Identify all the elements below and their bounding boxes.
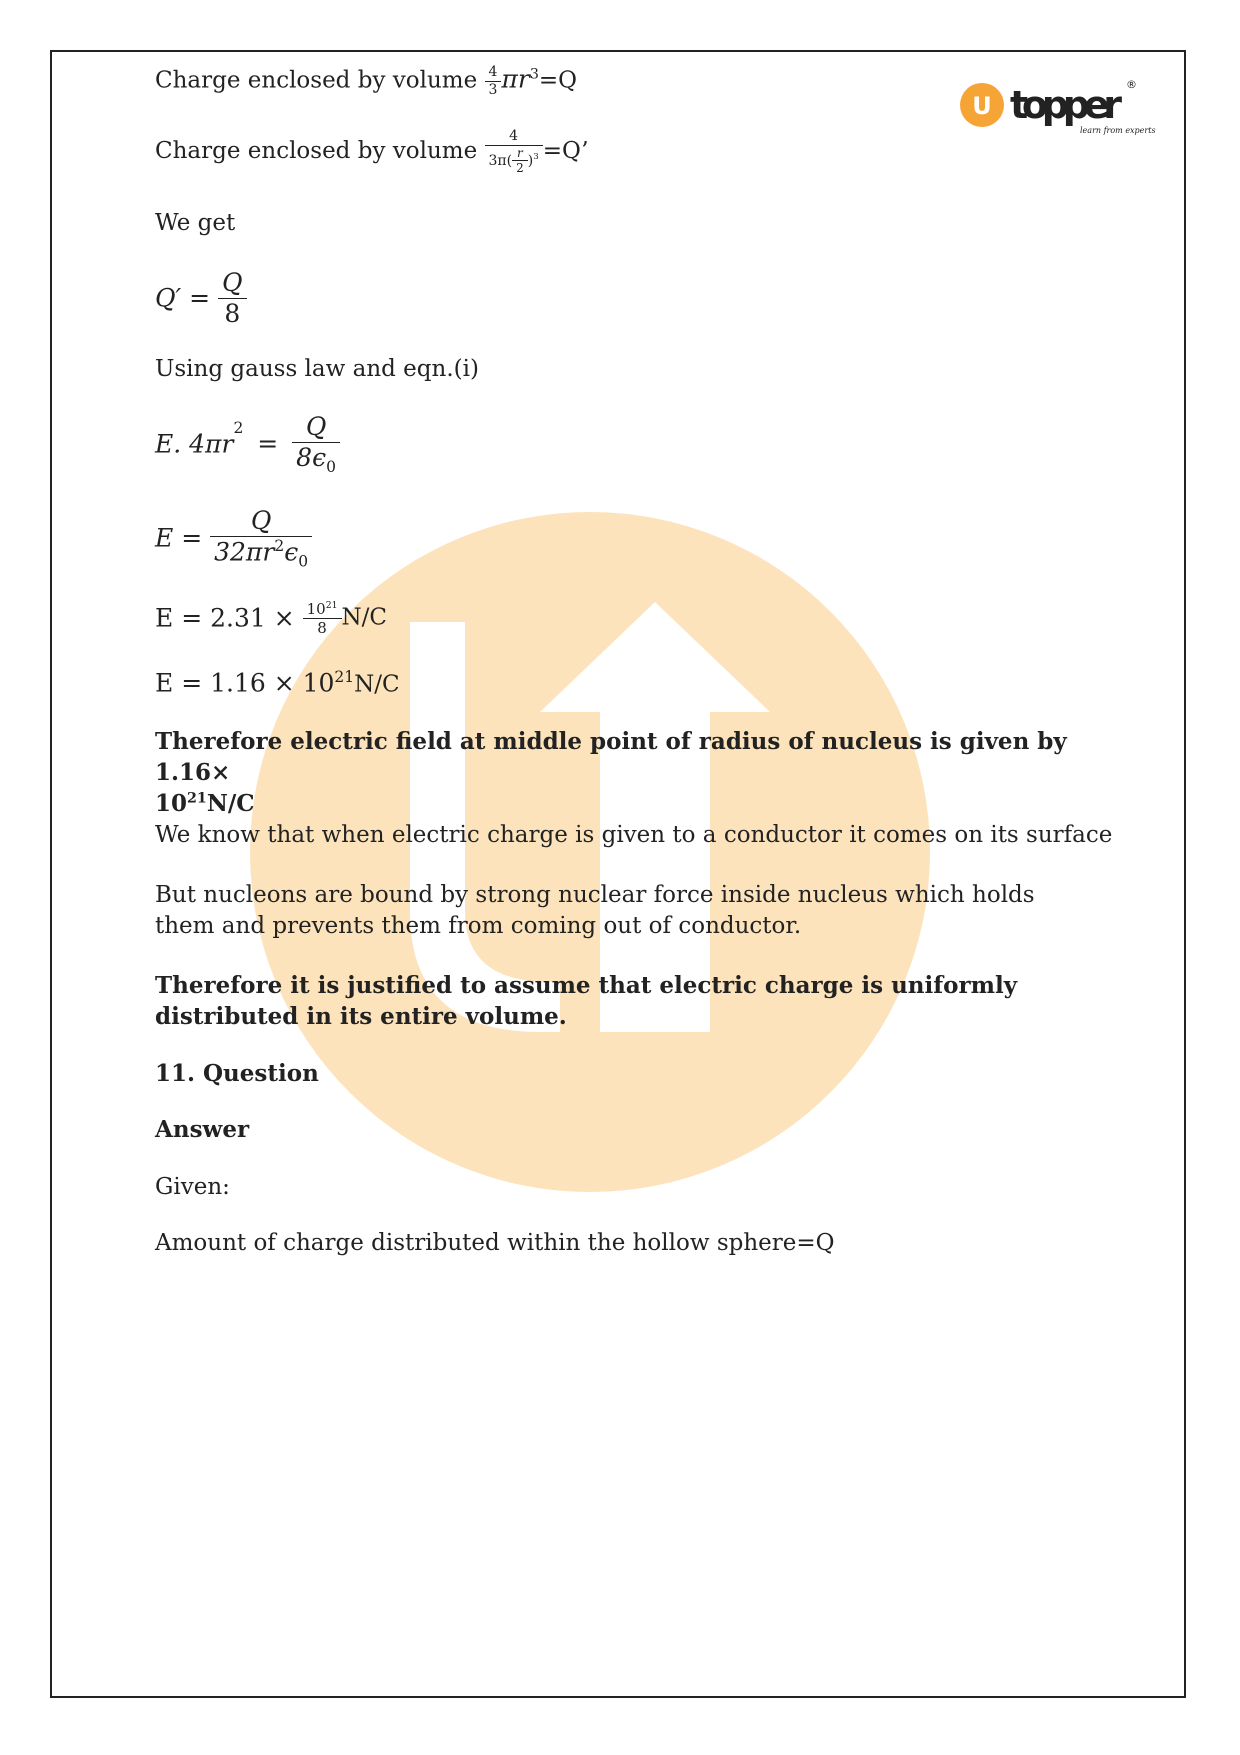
num: Q: [222, 268, 243, 297]
exp: 2: [233, 418, 244, 437]
den-exp: 2: [274, 537, 285, 555]
e-equation: [155, 506, 312, 571]
den: 32πr: [214, 537, 275, 567]
sub: 0: [326, 458, 336, 476]
using-gauss-law: Using gauss law and eqn.(i): [155, 356, 479, 382]
therefore-conclusion-1: [155, 726, 1085, 819]
e-value-2: [155, 668, 400, 699]
exp: 21: [334, 668, 355, 686]
amount-of-charge: Amount of charge distributed within the hollow sphere=Q: [155, 1230, 835, 1256]
num: Q: [305, 412, 327, 441]
fraction: [218, 268, 247, 329]
num: 10: [306, 600, 326, 618]
value: 10: [155, 790, 188, 818]
unit: N/C: [354, 671, 400, 698]
den-sub: 0: [298, 552, 309, 571]
charge-volume-line: [155, 64, 577, 99]
charge-volume2-result: =Q’: [542, 138, 589, 164]
lhs: E. 4πr: [155, 429, 234, 459]
den: 8: [303, 618, 342, 637]
e-value-1: [155, 600, 387, 637]
charge-volume-result: =Q: [538, 67, 578, 94]
exp: 3: [529, 66, 539, 83]
q-prime-equation: [155, 268, 247, 329]
given-label: Given:: [155, 1174, 230, 1200]
charge-volume2-line: [155, 128, 589, 176]
logo-tagline: learn from experts: [1080, 126, 1156, 135]
text: Therefore electric field at middle point of radius of nucleus is given by 1.16×: [155, 728, 1067, 787]
logo-icon-letter: U: [972, 92, 992, 120]
gauss-equation: [155, 412, 340, 477]
unit: N/C: [341, 604, 388, 631]
num: Q: [250, 506, 272, 535]
therefore-conclusion-2: Therefore it is justified to assume that electric charge is uniformly distributed in its entire volume.: [155, 972, 1018, 1031]
lhs: E =: [155, 523, 203, 553]
num-exp: 21: [325, 600, 338, 611]
charge-volume-fraction: [485, 64, 502, 99]
fraction: [210, 506, 312, 571]
logo-brand: topper: [1010, 83, 1122, 127]
answer-heading: Answer: [155, 1116, 250, 1143]
den-eps: ϵ: [284, 537, 299, 567]
conductor-statement: We know that when electric charge is given to a conductor it comes on its surface: [155, 822, 1113, 848]
charge-volume2-label: Charge enclosed by volume: [155, 138, 478, 164]
two: 2: [512, 160, 528, 175]
den-pre: 3π: [488, 152, 507, 169]
topper-logo-icon: [960, 78, 1160, 148]
charge-volume-label: Charge enclosed by volume: [155, 67, 478, 94]
pi-r: πr: [501, 64, 530, 94]
fraction: [303, 600, 342, 637]
logo-registered: ®: [1126, 78, 1137, 91]
unit: N/C: [206, 790, 255, 818]
frac-den: 3π( $\frac{r}{2}$ )$^3$: [485, 145, 543, 176]
value: E = 1.16 × 10: [155, 668, 335, 698]
we-get: We get: [155, 210, 236, 236]
topper-logo: [960, 78, 1160, 148]
frac-num: 4: [488, 64, 498, 80]
question-heading: 11. Question: [155, 1060, 319, 1087]
exp: 21: [187, 790, 207, 807]
r: r: [517, 145, 523, 160]
exp: 3: [533, 152, 539, 163]
frac-num: 4: [509, 128, 519, 144]
fraction: [292, 412, 340, 477]
frac-den: 3: [485, 81, 502, 99]
lhs: Q′ =: [155, 283, 211, 313]
den: 8: [218, 298, 247, 329]
den: 8ϵ: [296, 443, 327, 472]
nucleons-statement: But nucleons are bound by strong nuclear force inside nucleus which holds them and prevents them from coming out of conductor.: [155, 882, 1035, 940]
charge-volume2-fraction: [485, 128, 543, 176]
lhs: E = 2.31 ×: [155, 603, 295, 633]
eq: =: [257, 429, 279, 459]
